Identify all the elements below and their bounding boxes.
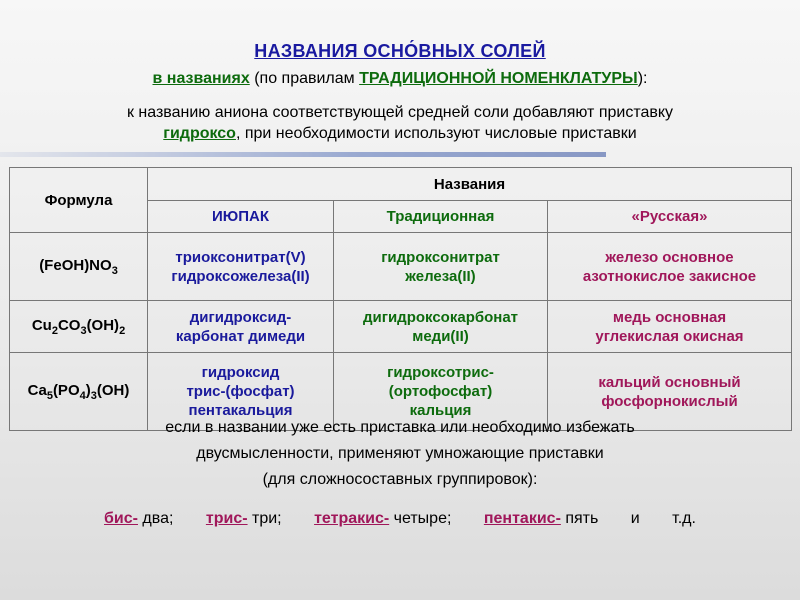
iupac-line: гидроксид	[201, 364, 280, 381]
divider-line	[0, 152, 606, 157]
footer-line: если в названии уже есть приставка или необходимо избежать	[165, 419, 635, 436]
traditional-line: железа(II)	[405, 267, 476, 285]
header-traditional: Традиционная	[334, 201, 548, 233]
subtitle	[0, 70, 800, 88]
intro-highlight: гидроксо	[163, 125, 236, 142]
header-russian: «Русская»	[548, 201, 792, 233]
iupac-line: карбонат димеди	[175, 327, 306, 345]
russian-line: азотнокислое закисное	[582, 267, 757, 285]
traditional-line: меди(II)	[412, 327, 469, 345]
subtitle-term: ТРАДИЦИОННОЙ НОМЕНКЛАТУРЫ	[359, 70, 638, 87]
iupac-line: гидроксожелеза(II)	[171, 267, 310, 285]
traditional-cell	[334, 233, 548, 301]
subtitle-prefix: в названиях	[152, 70, 250, 87]
header-names: Названия	[148, 168, 792, 201]
intro-part1: к названию аниона соответствующей средней соли добавляют приставку	[126, 104, 674, 121]
traditional-line: гидроксотрис-	[387, 364, 494, 381]
russian-cell	[548, 233, 792, 301]
traditional-line: гидроксонитрат	[381, 248, 500, 266]
traditional-line: (ортофосфат)	[388, 383, 493, 400]
intro-part2: , при необходимости используют числовые приставки	[235, 125, 637, 142]
page-title: НАЗВАНИЯ ОСНО́ВНЫХ СОЛЕЙ	[254, 41, 546, 61]
iupac-line: триоксонитрат(V)	[175, 248, 306, 266]
prefix-and: и	[630, 510, 640, 527]
iupac-line: дигидроксид-	[189, 308, 292, 326]
iupac-line: пентакальция	[188, 402, 293, 419]
subtitle-paren-close: ):	[637, 70, 648, 87]
prefix-bis: бис-	[104, 510, 138, 527]
formula-cell: $Cu_2CO_3(OH)_2$	[10, 301, 148, 353]
russian-line: углекислая окисная	[595, 327, 744, 345]
iupac-cell	[148, 233, 334, 301]
prefix-tris: трис-	[205, 510, 248, 527]
russian-line: медь основная	[612, 308, 727, 326]
traditional-cell	[334, 301, 548, 353]
prefix-tetrakis: тетракис-	[314, 510, 390, 527]
table-row	[10, 301, 792, 353]
header-iupac: ИЮПАК	[148, 201, 334, 233]
traditional-line: кальция	[409, 402, 472, 419]
footer-line: двусмысленности, применяют умножающие приставки	[196, 445, 604, 462]
footer-text	[0, 415, 800, 493]
russian-cell	[548, 301, 792, 353]
russian-line: железо основное	[605, 248, 734, 266]
prefix-meaning: пять	[560, 510, 599, 527]
prefix-meaning: четыре;	[389, 510, 452, 527]
traditional-line: дигидроксокарбонат	[362, 308, 519, 326]
iupac-cell	[148, 301, 334, 353]
formula-cell: $(FeOH)NO_3$	[10, 233, 148, 301]
header-formula: Формула	[10, 168, 148, 233]
iupac-line: трис-(фосфат)	[186, 383, 295, 400]
prefix-pentakis: пентакис-	[483, 510, 561, 527]
prefix-list	[0, 510, 800, 528]
intro-text	[20, 102, 780, 144]
table-row	[10, 233, 792, 301]
footer-line: (для сложносоставных группировок):	[262, 471, 538, 488]
prefix-meaning: два;	[137, 510, 174, 527]
prefix-meaning: три;	[247, 510, 282, 527]
formula-cell: $Ca_5(PO_4)_3(OH)$	[10, 353, 148, 431]
salts-table	[9, 167, 792, 431]
subtitle-paren-open: (по правилам	[249, 70, 360, 87]
russian-line: кальций основный	[598, 373, 741, 391]
russian-line: фосфорнокислый	[601, 392, 738, 410]
prefix-etc: т.д.	[672, 510, 696, 527]
